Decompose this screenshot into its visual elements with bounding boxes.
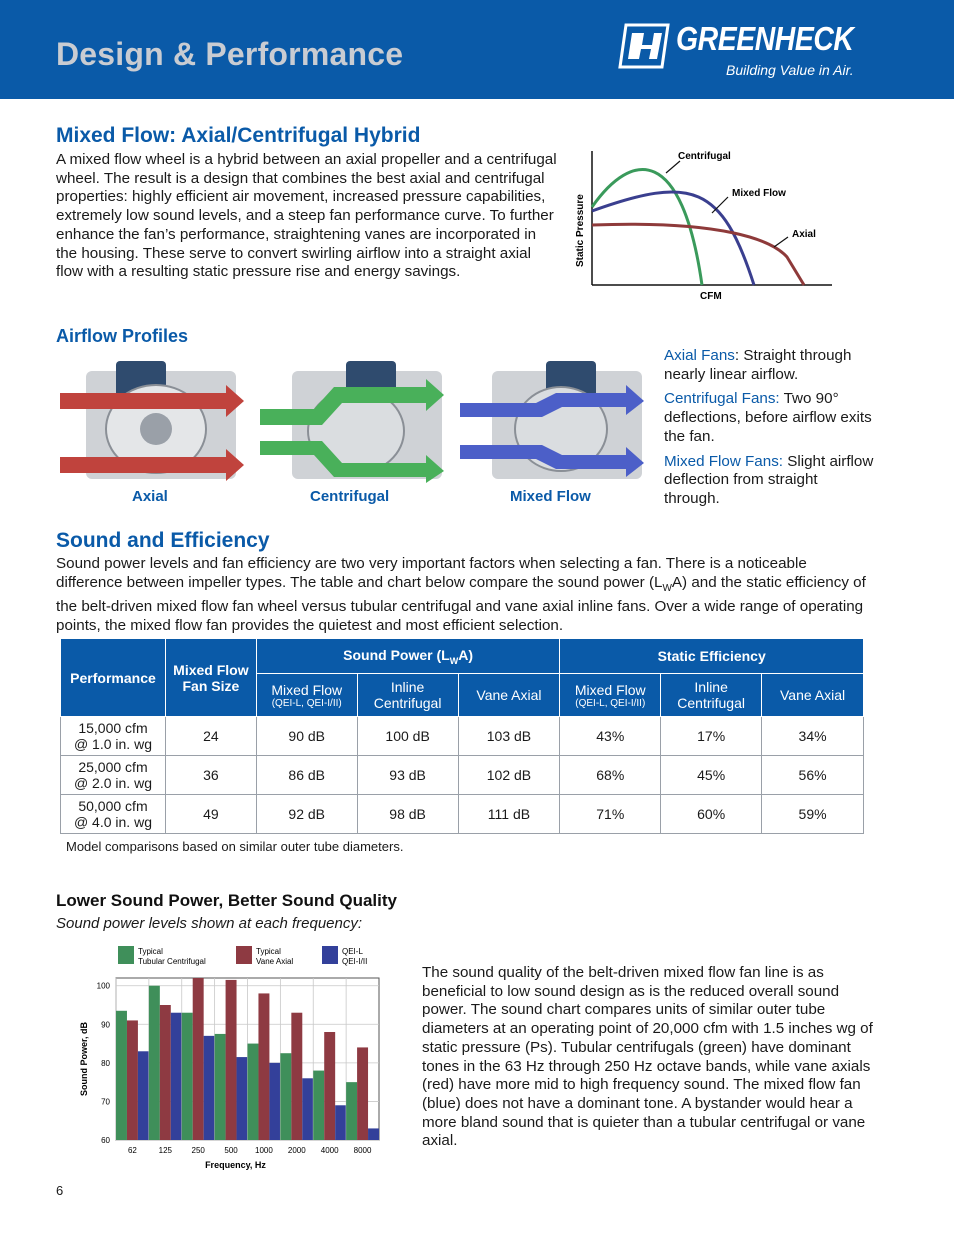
cell-cfm: 50,000 cfm — [78, 798, 148, 814]
sound-legend-swatch-0 — [118, 946, 134, 964]
airflow-profiles-illustration — [56, 357, 656, 485]
axial-fan-illustration — [60, 361, 244, 481]
subheader-eff-mixed — [560, 674, 661, 717]
sound-bar-0 — [149, 986, 160, 1140]
sound-bar-1 — [193, 978, 204, 1140]
sound-chart-x-tick: 8000 — [353, 1146, 372, 1155]
cell-size: 24 — [165, 717, 256, 756]
lower-sound-heading: Lower Sound Power, Better Sound Quality — [56, 891, 397, 910]
sound-chart-y-tick: 80 — [101, 1058, 110, 1068]
mixed-flow-label: Mixed Flow — [732, 188, 786, 199]
header-sound-power-sub: W — [449, 655, 459, 666]
sound-chart-x-tick: 500 — [224, 1146, 238, 1155]
sound-bar-0 — [313, 1071, 324, 1140]
lower-sound-body: The sound quality of the belt-driven mixed flow fan line is as beneficial to low sound design as is the reduced overall sound power. The sound chart compares units of similar outer tube diameters at an operating point of 20,000 cfm with 1.5 inches wg of static pressure (Ps). Tubular centrifugals (green) have dominant tones in the 63 Hz through 250 Hz octave bands, while vane axials (red) have more mid to high frequency sound. The mixed flow fan (blue) does not have a dominant tone. A bystander would hear a more bland sound that is quieter than a tubular centrifugal or vane axial. — [422, 964, 873, 1150]
subheader-sound-mixed-label: Mixed Flow — [271, 681, 343, 698]
cell-cfm: 25,000 cfm — [78, 759, 148, 775]
performance-curve-chart — [572, 145, 834, 305]
subheader-eff-mixed-label: Mixed Flow — [574, 681, 646, 698]
cfm-axis-label: CFM — [700, 291, 722, 302]
mixed-flow-fans-term: Mixed Flow Fans: — [664, 452, 784, 470]
sound-chart-x-tick: 2000 — [287, 1146, 306, 1155]
cell-sound-vane: 102 dB — [458, 756, 560, 795]
sound-bar-2 — [269, 1063, 280, 1140]
static-pressure-axis-label: Static Pressure — [575, 194, 586, 267]
cell-performance — [61, 717, 166, 756]
cell-sound-mixed: 86 dB — [256, 756, 357, 795]
sound-bar-1 — [357, 1047, 368, 1140]
sound-bar-1 — [127, 1020, 138, 1140]
sound-bar-2 — [335, 1105, 346, 1140]
mixed-flow-fans-description — [664, 453, 876, 509]
lower-sound-caption: Sound power levels shown at each frequency: — [56, 915, 363, 932]
page-title: Design & Performance — [56, 36, 404, 72]
cell-size: 36 — [165, 756, 256, 795]
cell-eff-inline: 60% — [661, 795, 762, 834]
subheader-eff-mixed-models: (QEI-L, QEI-I/II) — [575, 697, 646, 709]
greenheck-logo — [618, 18, 878, 82]
header-sound-power-a: Sound Power (L — [343, 646, 450, 663]
header-sound-power-b: A) — [458, 646, 473, 663]
airflow-profiles-heading: Airflow Profiles — [56, 326, 189, 346]
sound-legend-label-0: Typical — [138, 947, 163, 956]
sound-chart-x-tick: 62 — [127, 1146, 137, 1155]
header-performance: Performance — [61, 639, 166, 717]
sound-legend-label-2: QEI-I/II — [342, 957, 368, 966]
sound-bar-1 — [324, 1032, 335, 1140]
performance-table — [60, 638, 864, 834]
cell-sound-vane: 111 dB — [458, 795, 560, 834]
sound-chart-x-tick: 125 — [158, 1146, 172, 1155]
sound-efficiency-heading: Sound and Efficiency — [56, 529, 270, 552]
header-sound-power — [256, 639, 560, 674]
sound-bar-0 — [280, 1053, 291, 1140]
sound-chart-x-label: Frequency, Hz — [205, 1160, 266, 1170]
profile-label-mixed-flow: Mixed Flow — [510, 488, 591, 505]
table-row — [61, 795, 864, 834]
cell-wg: @ 1.0 in. wg — [73, 736, 152, 752]
subheader-sound-inline: Inline Centrifugal — [357, 674, 458, 717]
sound-chart-x-tick: 1000 — [255, 1146, 273, 1155]
sound-bar-1 — [226, 980, 237, 1140]
cell-cfm: 15,000 cfm — [78, 720, 148, 736]
table-note: Model comparisons based on similar outer tube diameters. — [66, 839, 404, 854]
centrifugal-fans-description — [664, 390, 876, 446]
sound-chart-x-tick: 4000 — [320, 1146, 339, 1155]
sound-bar-2 — [138, 1051, 149, 1140]
axial-fans-description — [664, 347, 876, 384]
sound-power-chart — [76, 942, 386, 1170]
centrifugal-leader — [666, 161, 680, 173]
axial-fans-term: Axial Fans — [664, 347, 735, 364]
sound-efficiency-body-b: A) and the static efficiency of the belt-driven mixed flow fan wheel versus tubular centrifugal and vane axial inline fans. Over a wide range of operating points, the mixed flow fan provides the quietest and most efficient selection. — [56, 573, 866, 635]
mixed-flow-fans-text: Slight airflow deflection from straight through. — [664, 452, 874, 507]
cell-sound-inline: 100 dB — [357, 717, 458, 756]
cell-performance — [61, 756, 166, 795]
sound-bar-0 — [182, 1013, 193, 1140]
sound-legend-label-0: Tubular Centrifugal — [138, 957, 206, 966]
cell-eff-vane: 59% — [762, 795, 864, 834]
sound-chart-y-tick: 60 — [101, 1136, 110, 1145]
header-static-efficiency: Static Efficiency — [560, 639, 864, 674]
sound-legend-swatch-2 — [322, 946, 338, 964]
sound-efficiency-body — [56, 555, 868, 636]
axial-fans-text: Straight through nearly linear airflow. — [664, 347, 852, 383]
cell-eff-vane: 56% — [762, 756, 864, 795]
sound-bar-0 — [346, 1082, 357, 1140]
sound-legend-label-2: QEI-L — [342, 947, 363, 956]
header-band — [0, 0, 954, 99]
cell-sound-mixed: 90 dB — [256, 717, 357, 756]
sound-bar-2 — [204, 1036, 215, 1140]
mixed-flow-fan-illustration — [460, 361, 644, 479]
sound-bar-2 — [368, 1128, 379, 1140]
profile-label-centrifugal: Centrifugal — [310, 488, 390, 505]
subheader-sound-mixed-models: (QEI-L, QEI-I/II) — [271, 697, 342, 709]
cell-eff-vane: 34% — [762, 717, 864, 756]
sound-bar-0 — [248, 1044, 259, 1140]
mixed-flow-heading: Mixed Flow: Axial/Centrifugal Hybrid — [56, 124, 421, 147]
cell-eff-mixed: 68% — [560, 756, 661, 795]
sound-legend-label-1: Vane Axial — [256, 957, 294, 966]
sound-bar-1 — [160, 1005, 171, 1140]
centrifugal-label: Centrifugal — [678, 151, 731, 162]
sound-bar-2 — [302, 1078, 313, 1140]
cell-performance — [61, 795, 166, 834]
cell-eff-inline: 17% — [661, 717, 762, 756]
sound-bar-0 — [215, 1034, 226, 1140]
mixed-flow-curve — [592, 192, 754, 285]
sound-bar-2 — [171, 1013, 182, 1140]
greenheck-logo-icon — [618, 23, 670, 69]
axial-fans-sep: : — [734, 347, 740, 364]
table-row — [61, 717, 864, 756]
cell-sound-mixed: 92 dB — [256, 795, 357, 834]
table-row — [61, 756, 864, 795]
cell-eff-mixed: 71% — [560, 795, 661, 834]
sound-chart-y-tick: 100 — [96, 981, 110, 991]
centrifugal-fan-illustration — [260, 361, 444, 483]
airflow-descriptions — [664, 347, 876, 515]
cell-eff-inline: 45% — [661, 756, 762, 795]
centrifugal-fans-text: Two 90° deflections, before airflow exits the fan. — [664, 390, 872, 445]
page-number: 6 — [56, 1183, 64, 1198]
sound-bar-1 — [291, 1013, 302, 1140]
sound-bar-0 — [116, 1011, 127, 1140]
axial-leader — [774, 237, 788, 247]
brand-name: GREENHECK — [676, 20, 854, 57]
cell-sound-inline: 93 dB — [357, 756, 458, 795]
brand-tagline: Building Value in Air. — [726, 62, 854, 78]
cell-sound-inline: 98 dB — [357, 795, 458, 834]
sound-bar-1 — [258, 993, 269, 1140]
axial-label: Axial — [792, 229, 816, 240]
subheader-eff-vane: Vane Axial — [762, 674, 864, 717]
sound-legend-swatch-1 — [236, 946, 252, 964]
sound-chart-y-label: Sound Power, dB — [79, 1021, 89, 1097]
centrifugal-fans-term: Centrifugal Fans: — [664, 390, 780, 408]
cell-sound-vane: 103 dB — [458, 717, 560, 756]
cell-wg: @ 4.0 in. wg — [73, 814, 152, 830]
sound-chart-y-tick: 70 — [101, 1097, 110, 1107]
subheader-eff-inline: Inline Centrifugal — [661, 674, 762, 717]
mixed-flow-body: A mixed flow wheel is a hybrid between an axial propeller and a centrifugal wheel. The result is a design that combines the best axial and centrifugal properties: highly efficient air movement, increased pressure capabilities, extremely low sound levels, and a steep fan performance curve. To further enhance the fan’s performance, straightening vanes are incorporated in the housing. These serve to convert swirling airflow into a straight axial flow with a resulting static pressure rise and energy savings. — [56, 151, 557, 281]
cell-size: 49 — [165, 795, 256, 834]
cell-eff-mixed: 43% — [560, 717, 661, 756]
profile-label-axial: Axial — [132, 488, 168, 505]
sound-legend-label-1: Typical — [256, 947, 281, 956]
header-fan-size: Mixed Flow Fan Size — [165, 639, 256, 717]
sound-efficiency-body-a: Sound power levels and fan efficiency are two very important factors when selecting a fan. There is a noticeable difference between impeller types. The table and chart below compare the sound power (L — [56, 555, 807, 591]
cell-wg: @ 2.0 in. wg — [73, 775, 152, 791]
sound-chart-y-tick: 90 — [101, 1020, 110, 1030]
mixed-flow-leader — [712, 197, 728, 213]
sound-efficiency-subscript: W — [662, 582, 672, 594]
subheader-sound-mixed — [256, 674, 357, 717]
subheader-sound-vane: Vane Axial — [458, 674, 560, 717]
sound-chart-x-tick: 250 — [191, 1146, 205, 1155]
sound-bar-2 — [237, 1057, 248, 1140]
